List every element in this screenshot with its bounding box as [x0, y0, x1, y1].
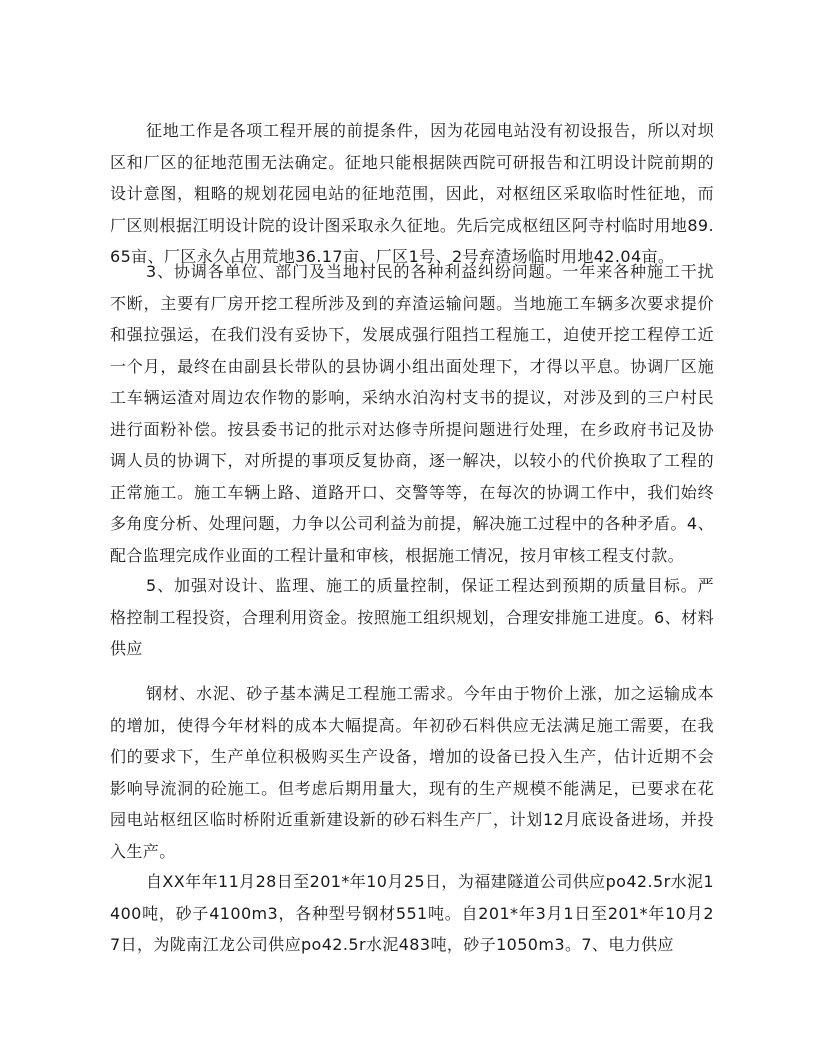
paragraph-material-supply: 钢材、水泥、砂子基本满足工程施工需求。今年由于物价上涨，加之运输成本的增加，使得今年材料的成本大幅提高。年初砂石料供应无法满足施工需要，在我们的要求下，生产单位积极购买生产设备，增加的设备已投入生产，估计近期不会影响导流洞的砼施工。但考虑后期用量大，现有的生产规模不能满足，已要求在花园电站枢纽区临时桥附近重新建设新的砂石料生产厂，计划12月底设备进场，并投入生产。 [110, 684, 714, 861]
paragraph-supply-records: 自XX年年11月28日至201*年10月25日，为福建隧道公司供应po42.5r水泥1400吨，砂子4100m3，各种型号钢材551吨。自201*年3月1日至201*年10月27日，为陇南江龙公司供应po42.5r水泥483吨，砂子1050m3。7、电力供应 [110, 872, 714, 954]
paragraph-land-acquisition: 征地工作是各项工程开展的前提条件，因为花园电站没有初设报告，所以对坝区和厂区的征地范围无法确定。征地只能根据陕西院可研报告和江明设计院前期的设计意图，粗略的规划花园电站的征地范围，因此，对枢纽区采取临时性征地，而厂区则根据江明设计院的设计图采取永久征地。先后完成枢纽区阿寺村临时用地89.65亩、厂区永久占用荒地36.17亩、厂区1号、2号弃渣场临时用地42.04亩。 [110, 121, 714, 266]
paragraph-coordination-disputes: 3、协调各单位、部门及当地村民的各种利益纠纷问题。一年来各种施工干扰不断，主要有厂房开挖工程所涉及到的弃渣运输问题。当地施工车辆多次要求提价和强拉强运，在我们没有妥协下，发展成强行阻挡工程施工，迫使开挖工程停工近一个月，最终在由副县长带队的县协调小组出面处理下，才得以平息。协调厂区施工车辆运渣对周边农作物的影响，采纳水泊沟村支书的提议，对涉及到的三户村民进行面粉补偿。按县委书记的批示对达修寺所提问题进行处理，在乡政府书记及协调人员的协调下，对所提的事项反复协商，逐一解决，以较小的代价换取了工程的正常施工。施工车辆上路、道路开口、交警等等，在每次的协调工作中，我们始终多角度分析、处理问题，力争以公司利益为前提，解决施工过程中的各种矛盾。4、配合监理完成作业面的工程计量和审核，根据施工情况，按月审核工程支付款。 [110, 262, 714, 565]
paragraph-quality-control: 5、加强对设计、监理、施工的质量控制，保证工程达到预期的质量目标。严格控制工程投资，合理利用资金。按照施工组织规划，合理安排施工进度。6、材料供应 [110, 576, 714, 658]
